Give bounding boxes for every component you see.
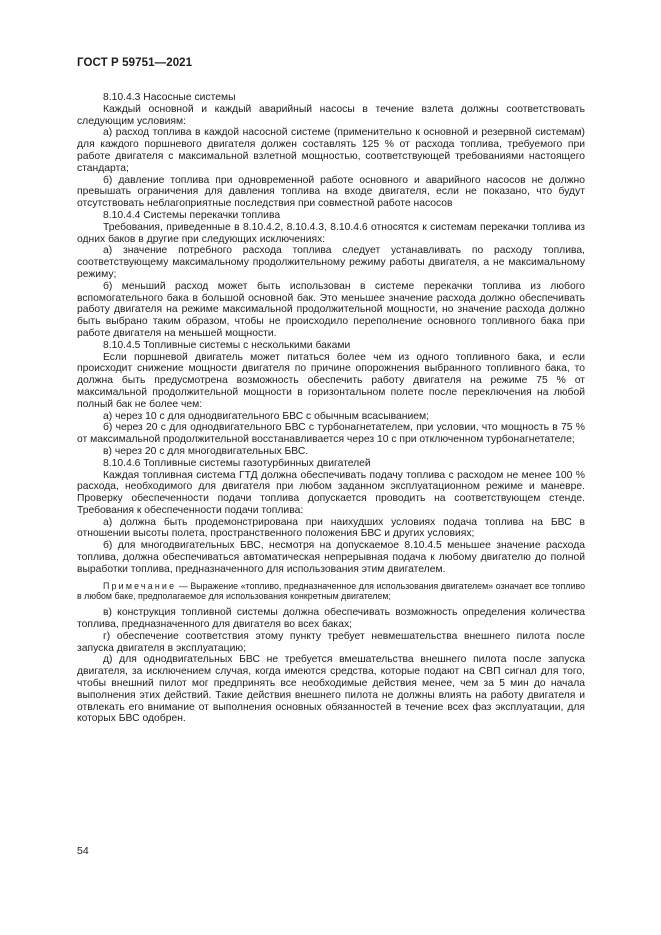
paragraph: 8.10.4.3 Насосные системы: [103, 92, 236, 103]
document-body: [77, 92, 585, 725]
paragraph: г) обеспечение соответствия этому пункту требует невмешательства внешнего пилота после запуска двигателя в эксплуатацию;: [77, 630, 585, 654]
paragraph: 8.10.4.6 Топливные системы газотурбинных двигателей: [103, 457, 371, 469]
paragraph: а) через 10 с для однодвигательного БВС с обычным всасыванием;: [103, 410, 429, 422]
paragraph: Если поршневой двигатель может питаться более чем из одного топливного бака, и если происходит снижение мощности двигателя по причине опорожнения выбранного топливного бака, то должна быть предусмотрена возможность обеспечить работу двигателя на режиме 75 % от максимальной продолжительной мощности в горизонтальном полете после переключения на любой полный бак не более чем:: [77, 351, 585, 410]
paragraph: а) должна быть продемонстрирована при наихудших условиях подача топлива на БВС в отношении высоты полета, пространственного положения БВС и других условиях;: [77, 516, 585, 540]
paragraph: в) конструкция топливной системы должна обеспечивать возможность определения количества топлива, предназначенного для двигателя во всех баках;: [77, 607, 585, 631]
paragraph: д) для однодвигательных БВС не требуется вмешательства внешнего пилота после запуска двигателя, за исключением случая, когда имеются средства, которые подают на СВП сигнал для того, чтобы внешний пилот мог предпринять все необходимые действия менее, чем за 5 мин до начала выполнения этих действий. Такие действия внешнего пилота не должны влиять на работу двигателя и отвлекать его внимание от выполнения основных обязанностей в течение всех фаз эксплуатации, для которых БВС одобрен.: [77, 654, 585, 725]
paragraph: в) через 20 с для многодвигательных БВС.: [103, 445, 309, 457]
paragraph: Каждая топливная система ГТД должна обеспечивать подачу топлива с расходом не менее 100 % расхода, необходимого для двигателя при любом заданном эксплуатационном режиме и маневре. Проверку обеспеченности подачи топлива допускается проводить на соответствующем стенде. Требования к обеспеченности подачи топлива:: [77, 469, 585, 516]
page-number: 54: [77, 845, 89, 857]
document-header: ГОСТ Р 59751—2021: [77, 57, 193, 69]
note-label: Примечание: [103, 580, 177, 591]
paragraph: а) расход топлива в каждой насосной системе (применительно к основной и резервной системам) для каждого поршневого двигателя должен составлять 125 % от расхода топлива, требуемого при работе двигателя с максимальной взлетной мощностью, соответствующей требованиями настоящего стандарта;: [77, 127, 585, 174]
paragraph: б) через 20 с для однодвигательного БВС с турбонагнетателем, при условии, что мощность в 75 % от максимальной продолжительной восстанавливается через 10 с при отключенном турбонагнетателе;: [77, 422, 585, 446]
paragraph: б) для многодвигательных БВС, несмотря на допускаемое 8.10.4.5 меньшее значение расхода топлива, должна обеспечиваться автоматическая непрерывная подача к любому двигателю до полной выработки топлива, предназначенного для использования этим двигателем.: [77, 540, 585, 575]
paragraph: 8.10.4.5 Топливные системы с несколькими баками: [103, 339, 351, 351]
paragraph: б) давление топлива при одновременной работе основного и аварийного насосов не должно превышать ограничения для давления топлива на входе двигателя, если не показано, что будут отсутствовать неблагоприятные последствия при совместной работе насосов: [77, 174, 585, 210]
paragraph: 8.10.4.4 Системы перекачки топлива: [103, 209, 281, 221]
paragraph: а) значение потребного расхода топлива следует устанавливать по расходу топлива, соответствующему максимальному продолжительному режиму работы двигателя, а не максимальному режиму;: [77, 245, 585, 280]
paragraph: Каждый основной и каждый аварийный насосы в течение взлета должны соответствовать следующим условиям:: [77, 103, 585, 127]
paragraph: б) меньший расход может быть использован в системе перекачки топлива из любого вспомогательного бака в большой основной бак. Это меньшее значение расхода должно обеспечивать работу двигателя на режиме максимальной продолжительной мощности, но значение расхода должно быть выбрано таким образом, чтобы не происходило переполнение основного топливного бака при работе двигателя на меньшей мощности.: [77, 280, 585, 339]
note: [77, 581, 585, 603]
note-text: — Выражение «топливо, предназначенное для использования двигателем» означает все топливо в любом баке, предполагаемое для использования конкретным двигателем;: [77, 580, 585, 602]
paragraph: Требования, приведенные в 8.10.4.2, 8.10.4.3, 8.10.4.6 относятся к системам перекачки топлива из одних баков в другие при следующих исключениях:: [77, 221, 585, 245]
